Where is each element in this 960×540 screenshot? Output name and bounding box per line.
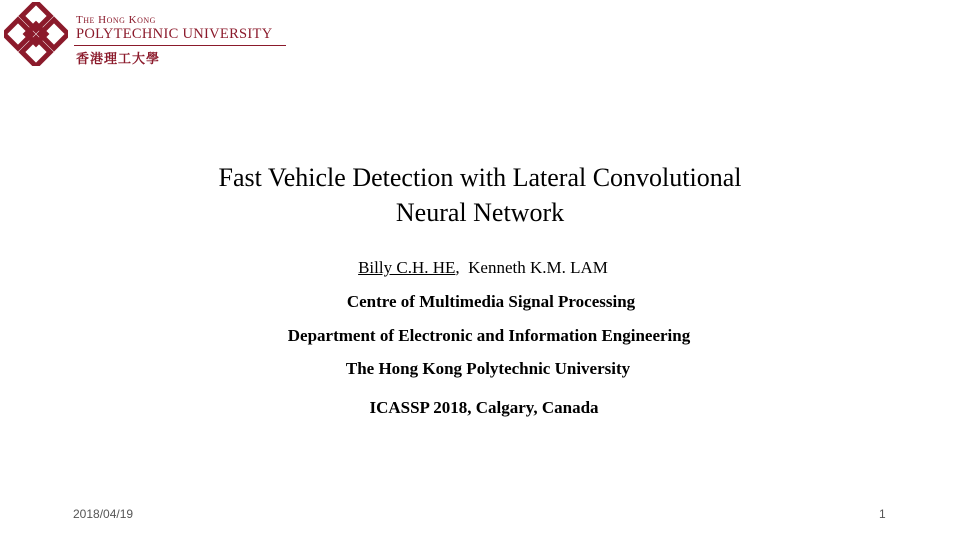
affiliation-centre: Centre of Multimedia Signal Processing (346, 292, 636, 311)
university-logo (4, 2, 294, 66)
slide-number: 1 (879, 507, 886, 521)
author-primary: Billy C.H. HE (358, 258, 456, 277)
logo-line-1: The Hong Kong (76, 14, 156, 26)
author-list (0, 258, 960, 278)
conference-info: ICASSP 2018, Calgary, Canada (369, 398, 599, 417)
logo-divider (74, 45, 286, 46)
affiliation-university: The Hong Kong Polytechnic University (345, 359, 631, 378)
affiliation-department: Department of Electronic and Information Engineering (287, 326, 691, 345)
logo-line-2: POLYTECHNIC UNIVERSITY (76, 26, 273, 42)
polyu-emblem-icon (4, 2, 68, 66)
author-separator: , (455, 258, 460, 277)
author-secondary: Kenneth K.M. LAM (468, 258, 608, 277)
slide-title (0, 160, 960, 230)
logo-wordmark (76, 14, 272, 42)
title-line-2: Neural Network (395, 198, 565, 227)
logo-chinese-name: 香港理工大學 (76, 52, 161, 67)
slide-date: 2018/04/19 (73, 507, 134, 521)
title-line-1: Fast Vehicle Detection with Lateral Convolutional (218, 163, 742, 192)
